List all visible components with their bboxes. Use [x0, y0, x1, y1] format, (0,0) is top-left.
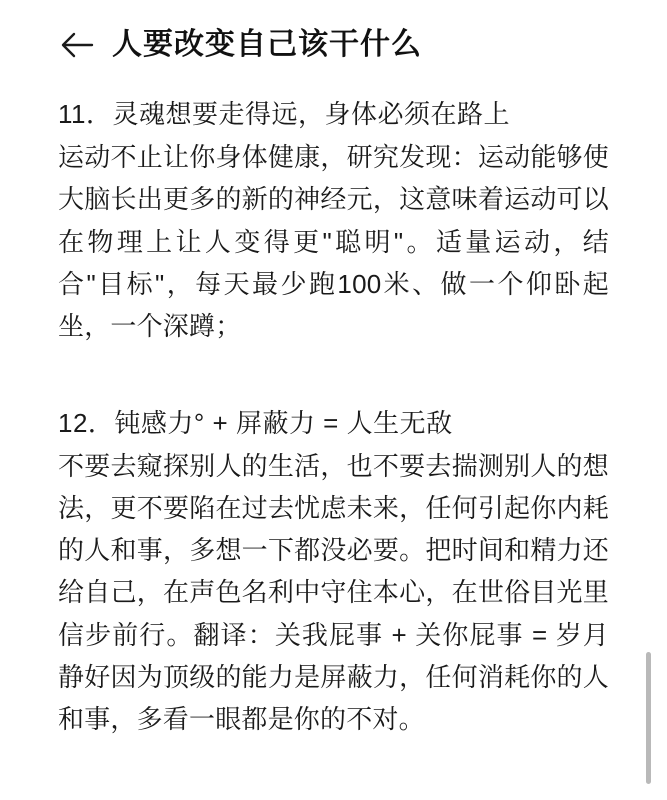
- section-12: [58, 403, 609, 740]
- scrollbar-thumb[interactable]: [646, 652, 651, 784]
- section-11: [58, 94, 609, 347]
- page-title: 人要改变自己该干什么: [112, 28, 422, 61]
- section-heading: 12．钝感力° + 屏蔽力 = 人生无敌: [58, 407, 453, 438]
- back-arrow-icon[interactable]: [56, 24, 98, 66]
- page-header: [56, 0, 609, 76]
- section-body: 不要去窥探别人的生活，也不要去揣测别人的想法，更不要陷在过去忧虑未来，任何引起你内耗的人和事，多想一下都没必要。把时间和精力还给自己，在声色名利中守住本心，在世俗目光里信步前行。翻译：关我屁事 + 关你屁事 = 岁月静好因为顶级的能力是屏蔽力，任何消耗你的人和事，多看一眼都是你的不对。: [58, 451, 609, 734]
- scrollbar-track[interactable]: [654, 0, 659, 800]
- section-heading: 11．灵魂想要走得远，身体必须在路上: [58, 99, 510, 129]
- section-body: 运动不止让你身体健康，研究发现：运动能够使大脑长出更多的新的神经元，这意味着运动可以在物理上让人变得更"聪明"。适量运动，结合"目标"，每天最少跑100米、做一个仰卧起坐，一个深蹲；: [58, 142, 609, 341]
